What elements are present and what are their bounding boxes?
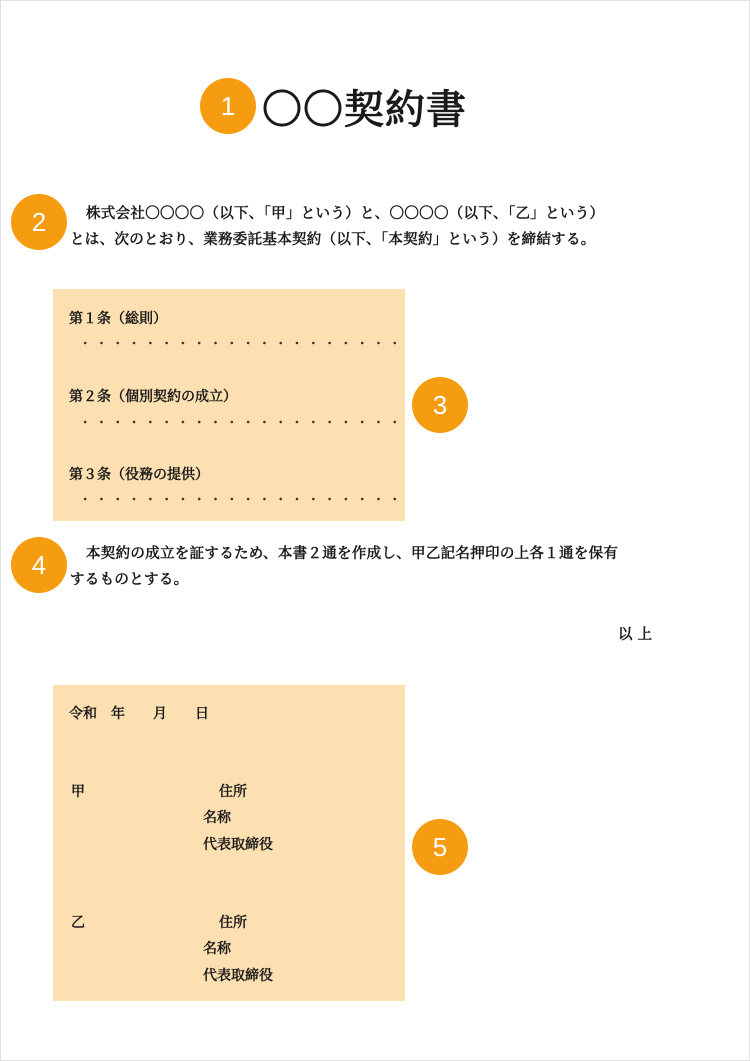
party-b-name-label: 名称 <box>203 941 231 957</box>
party-b-label: 乙 <box>71 915 85 931</box>
preamble <box>70 201 670 253</box>
article-placeholder-dots <box>77 420 407 424</box>
party-a-label: 甲 <box>71 784 85 800</box>
badge-4: 4 <box>11 537 67 593</box>
party-a-representative-label: 代表取締役 <box>203 837 273 853</box>
signature-date: 令和 年 月 日 <box>69 706 209 722</box>
badge-3: 3 <box>412 377 468 433</box>
party-b-address-label: 住所 <box>219 915 247 931</box>
page-title: 〇〇契約書 <box>262 87 467 133</box>
signature-box <box>53 685 405 1001</box>
party-b-representative-label: 代表取締役 <box>203 968 273 984</box>
badge-1: 1 <box>200 78 256 134</box>
article-heading: 第１条（総則） <box>69 311 167 327</box>
conclusion-line-2: するものとする。 <box>70 572 189 588</box>
article-placeholder-dots <box>77 341 407 345</box>
conclusion <box>70 541 670 593</box>
party-a-address-label: 住所 <box>219 784 247 800</box>
badge-2: 2 <box>11 194 67 250</box>
conclusion-line-1: 本契約の成立を証するため、本書２通を作成し、甲乙記名押印の上各１通を保有 <box>86 546 619 562</box>
preamble-line-2: とは、次のとおり、業務委託基本契約（以下、「本契約」という）を締結する。 <box>70 232 596 248</box>
articles-box <box>53 289 405 521</box>
party-a-name-label: 名称 <box>203 810 231 826</box>
article-heading: 第３条（役務の提供） <box>69 467 209 483</box>
badge-5: 5 <box>412 819 468 875</box>
article-heading: 第２条（個別契約の成立） <box>69 389 237 405</box>
preamble-line-1: 株式会社〇〇〇〇（以下、「甲」という）と、〇〇〇〇（以下、「乙」という） <box>86 206 605 222</box>
article-placeholder-dots <box>77 497 407 501</box>
closing-mark: 以 上 <box>618 627 653 643</box>
